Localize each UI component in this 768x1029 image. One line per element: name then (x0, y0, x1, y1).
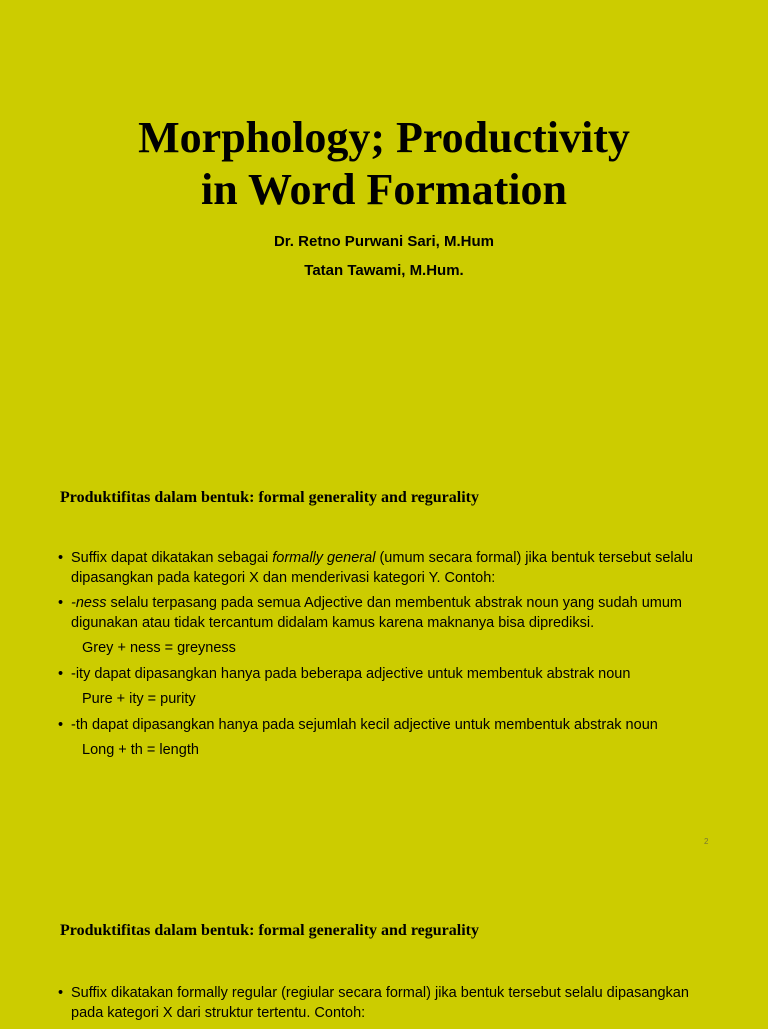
bullet-item (58, 594, 718, 633)
author-1: Dr. Retno Purwani Sari, M.Hum (273, 233, 495, 250)
slide-body (58, 984, 718, 1029)
content-slide-2 (0, 432, 768, 864)
page-number: 2 (704, 837, 709, 846)
example-line: Pure + ity = purity (82, 691, 196, 707)
bullet-emphasis: -ness (71, 595, 107, 611)
bullet-text: (umum secara formal) jika bentuk tersebut selalu dipasangkan pada kategori X dan menderivasi kategori Y. Contoh: (71, 550, 693, 586)
title-slide (0, 0, 768, 432)
bullet-item: • -ity dapat dipasangkan hanya pada beberapa adjective untuk membentuk abstrak noun (58, 665, 718, 685)
bullet-item (58, 549, 718, 588)
title-line-1: Morphology; Productivity (138, 113, 630, 162)
authors (0, 229, 768, 287)
bullet-text: Suffix dapat dikatakan sebagai (71, 550, 273, 566)
bullet-item: • Suffix dikatakan formally regular (regiular secara formal) jika bentuk tersebut selalu dipasangkan pada kategori X dari struktur tertentu. Contoh: (58, 984, 718, 1023)
example-line: Long + th = length (82, 742, 199, 758)
slide-heading: Produktifitas dalam bentuk: formal generality and regurality (60, 922, 479, 939)
slide-heading: Produktifitas dalam bentuk: formal generality and regurality (60, 489, 479, 506)
bullet-text: selalu terpasang pada semua Adjective dan membentuk abstrak noun yang sudah umum digunakan atau tidak tercantum didalam kamus karena maknanya bisa diprediksi. (71, 595, 682, 631)
slide-title (0, 112, 768, 216)
bullet-emphasis: formally general (272, 550, 376, 566)
author-2: Tatan Tawami, M.Hum. (304, 262, 464, 279)
title-line-2: in Word Formation (201, 165, 567, 214)
example-line: Grey + ness = greyness (82, 640, 236, 656)
slide-body (58, 549, 718, 767)
content-slide-3 (0, 864, 768, 1024)
bullet-item: • -th dapat dipasangkan hanya pada sejumlah kecil adjective untuk membentuk abstrak noun (58, 716, 718, 736)
